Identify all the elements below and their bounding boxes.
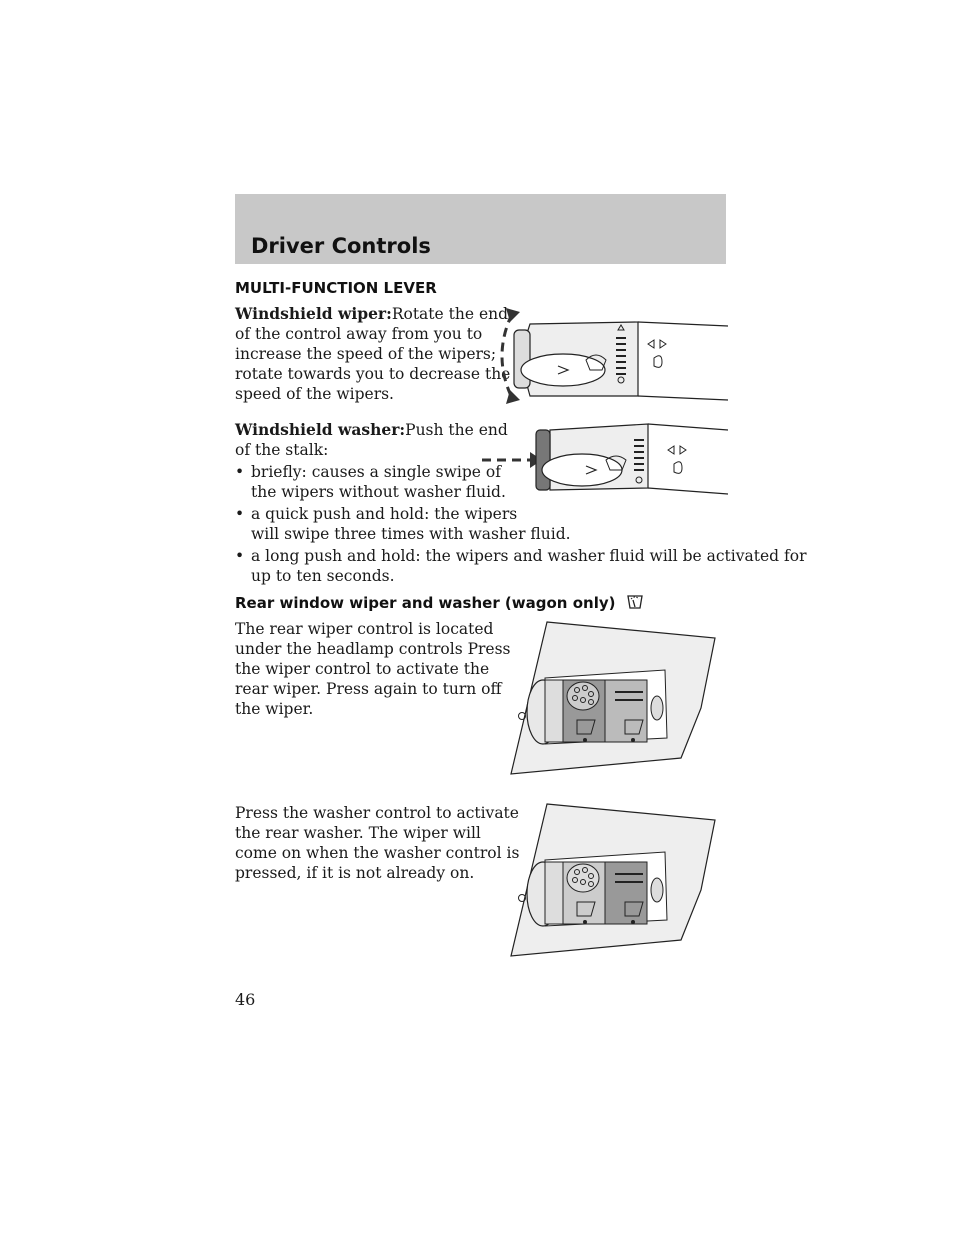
- wiper-stalk-rotate-figure: [488, 300, 728, 412]
- list-item: [235, 462, 506, 502]
- text-line: the wiper control to activate the: [235, 660, 490, 678]
- page-number: 46: [235, 990, 256, 1009]
- text-line: the rear washer. The wiper will: [235, 824, 481, 842]
- text-line: come on when the washer control is: [235, 844, 520, 862]
- bullet-line: up to ten seconds.: [251, 567, 395, 585]
- header-band: [235, 194, 726, 264]
- rear-heading: [235, 592, 645, 612]
- text-line: under the headlamp controls Press: [235, 640, 511, 658]
- rear-paragraph-2: [235, 803, 519, 883]
- text-line: pressed, if it is not already on.: [235, 864, 475, 882]
- text-line: rear wiper. Press again to turn off: [235, 680, 502, 698]
- bullet-line: a quick push and hold: the wipers: [251, 505, 518, 523]
- rear-wiper-icon: [625, 592, 645, 610]
- washer-line-2: of the stalk:: [235, 441, 329, 459]
- washer-paragraph: [235, 420, 508, 460]
- washer-line-1: Push the end: [405, 421, 508, 439]
- wiper-paragraph: [235, 304, 510, 404]
- list-item: [235, 546, 806, 586]
- list-item: [235, 504, 571, 544]
- wiper-line-5: speed of the wipers.: [235, 385, 394, 403]
- bullet-line: will swipe three times with washer fluid.: [251, 525, 571, 543]
- text-line: The rear wiper control is located: [235, 620, 494, 638]
- section-heading: MULTI-FUNCTION LEVER: [235, 279, 437, 297]
- washer-label: Windshield washer:: [235, 420, 406, 439]
- wiper-line-1: Rotate the end: [391, 305, 509, 323]
- bullet-line: the wipers without washer fluid.: [251, 483, 506, 501]
- wiper-line-4: rotate towards you to decrease the: [235, 365, 511, 383]
- bullet-icon: •: [235, 463, 245, 481]
- rear-paragraph-1: [235, 619, 511, 719]
- rear-heading-text: Rear window wiper and washer (wagon only): [235, 594, 616, 612]
- text-line: the wiper.: [235, 700, 314, 718]
- wiper-stalk-push-figure: [478, 412, 728, 498]
- rear-wiper-control-figure: [505, 618, 720, 776]
- rear-washer-control-figure: [505, 800, 720, 958]
- bullet-icon: •: [235, 505, 245, 523]
- bullet-icon: •: [235, 547, 245, 565]
- wiper-line-3: increase the speed of the wipers;: [235, 345, 497, 363]
- bullet-line: briefly: causes a single swipe of: [251, 463, 501, 481]
- wiper-label: Windshield wiper:: [235, 304, 392, 323]
- wiper-line-2: of the control away from you to: [235, 325, 483, 343]
- page-title: Driver Controls: [251, 234, 431, 258]
- bullet-line: a long push and hold: the wipers and washer fluid will be activated for: [251, 547, 807, 565]
- text-line: Press the washer control to activate: [235, 804, 519, 822]
